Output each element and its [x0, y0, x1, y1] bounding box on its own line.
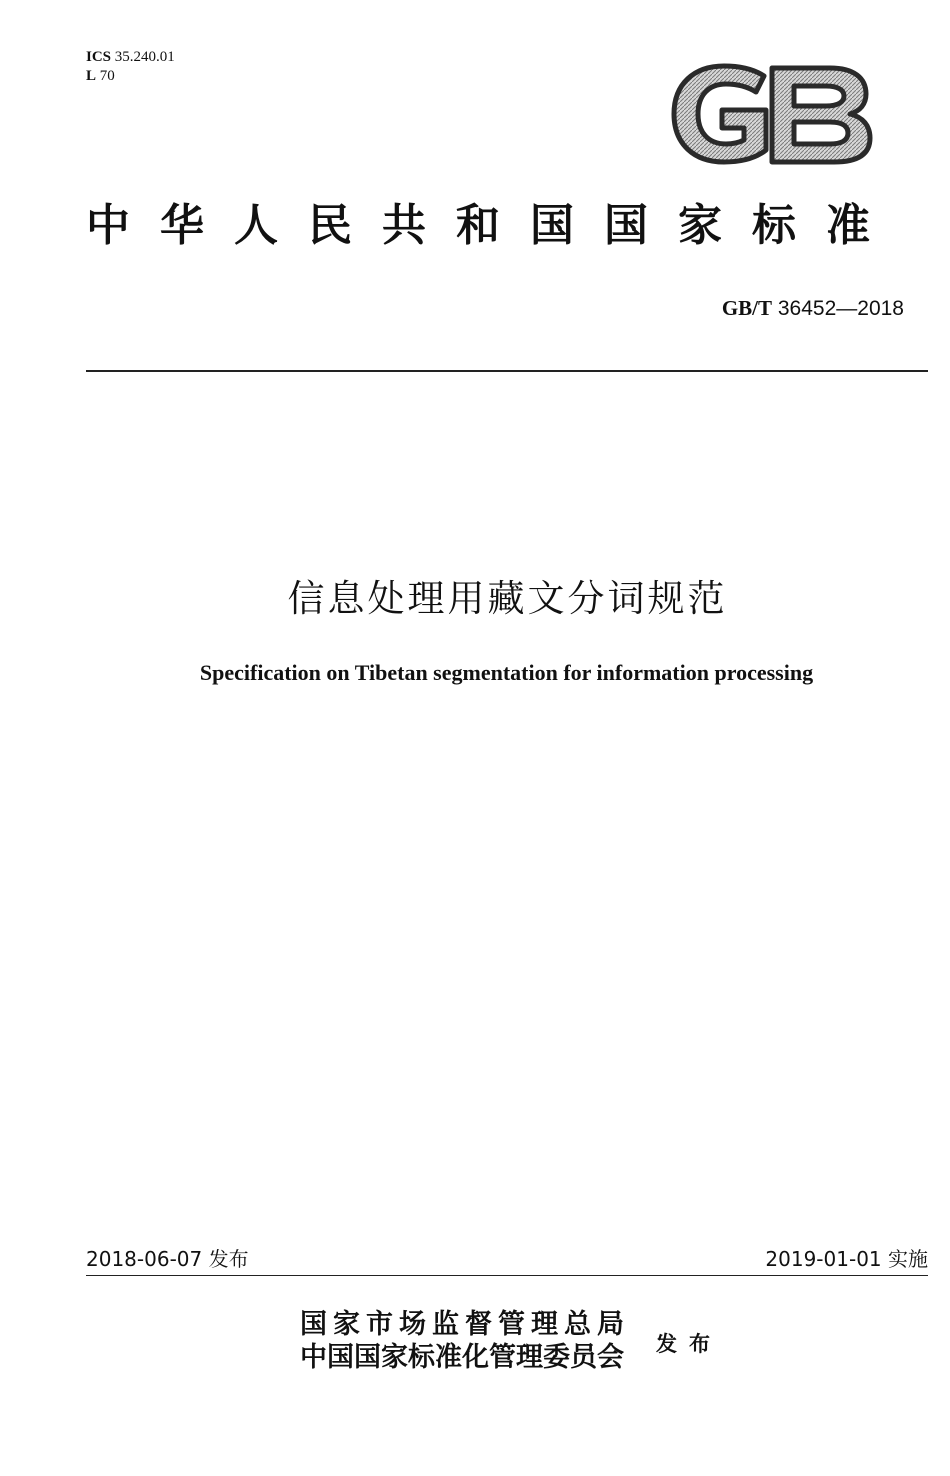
ics-value: 35.240.01	[114, 49, 175, 65]
implementation-date: 2019-01-01 实施	[765, 1247, 928, 1271]
issuing-authorities	[300, 1308, 630, 1374]
document-title-chinese: 信息处理用藏文分词规范	[287, 577, 728, 620]
standard-code	[722, 296, 904, 321]
top-divider	[86, 370, 928, 372]
release-date: 2018-06-07 发布	[86, 1247, 249, 1271]
ccs-label: L	[86, 68, 97, 84]
ccs-line	[86, 67, 175, 86]
classification-codes	[86, 48, 175, 86]
standard-code-prefix: GB/T	[721, 296, 773, 320]
publish-label: 发布	[656, 1331, 722, 1356]
ccs-value: 70	[99, 68, 115, 84]
issuer-sac: 中国国家标准化管理委员会	[300, 1342, 624, 1373]
ics-label: ICS	[86, 49, 112, 65]
issuer-samr: 国家市场监督管理总局	[300, 1309, 630, 1340]
bottom-divider	[86, 1275, 928, 1276]
standard-code-number: 36452—2018	[777, 297, 904, 320]
gb-logo-icon	[668, 62, 874, 166]
ics-line	[86, 48, 175, 67]
national-standard-title: 中华人民共和国国家标准	[86, 200, 900, 251]
document-title-english: Specification on Tibetan segmentation for information processing	[199, 660, 814, 685]
gb-logo	[668, 62, 874, 166]
